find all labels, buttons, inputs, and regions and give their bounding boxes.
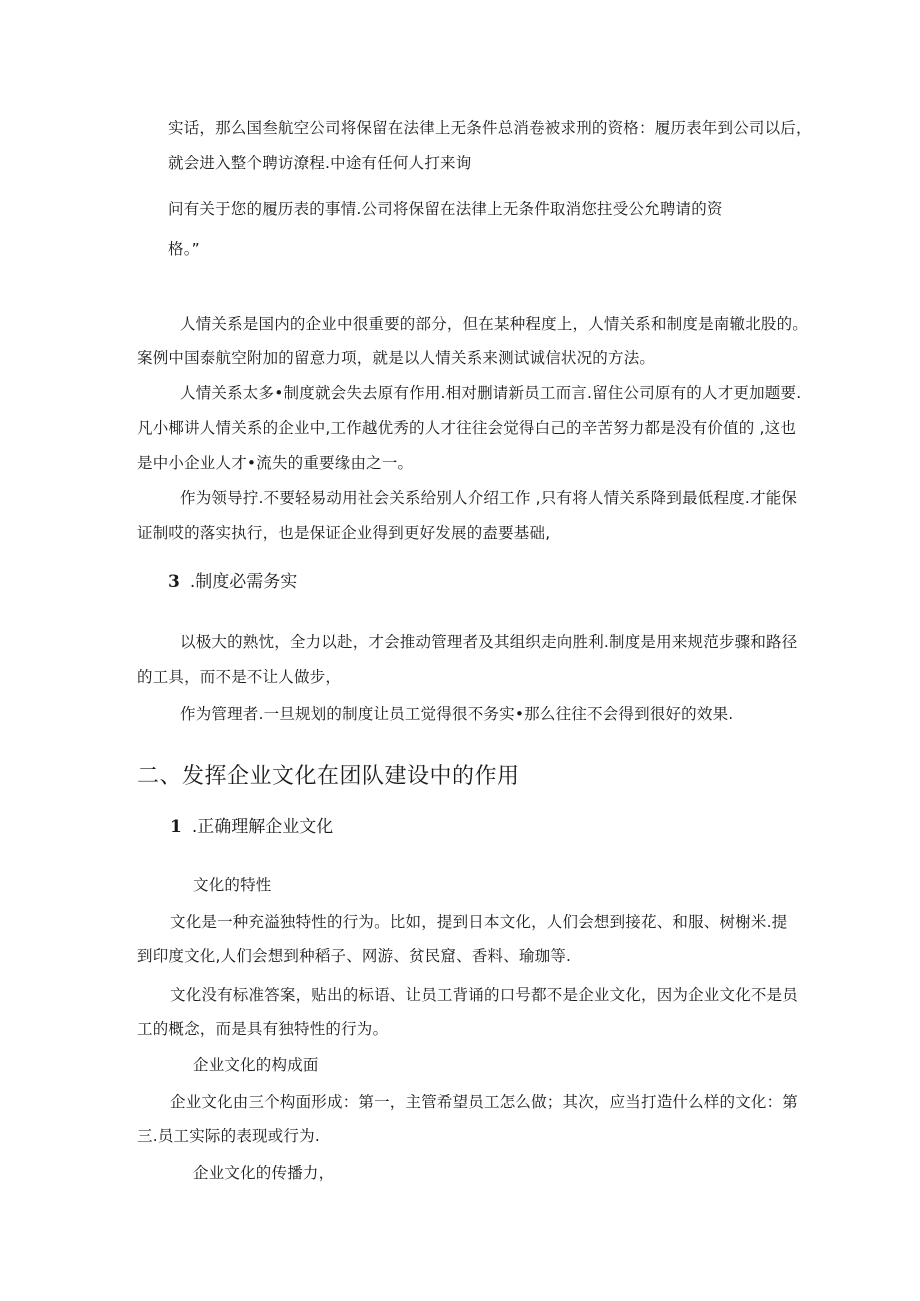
- subheading: 企业文化的传播力，: [193, 1164, 335, 1182]
- paragraph-line: 到印度文化,人们会想到种稻子、网游、贫民窟、香料、瑜珈等.: [137, 947, 572, 965]
- heading-number: 3: [168, 572, 180, 592]
- paragraph-line: 工的概念，而是具有独特性的行为。: [137, 1020, 389, 1038]
- subheading: 文化的特性: [193, 876, 272, 894]
- subheading: 企业文化的构成面: [193, 1056, 319, 1074]
- paragraph-line: 文化是一种充溢独特性的行为。比如，提到日本文化，人们会想到接花、和服、树榭米.提: [170, 913, 788, 931]
- paragraph-line: 企业文化由三个构面形成：第一，主管希望员工怎么做；其次，应当打造什么样的文化：第: [170, 1093, 799, 1111]
- paragraph-line: 以极大的熟忱，全力以赴，才会推动管理者及其组织走向胜利.制度是用来规范步骤和路径: [180, 633, 798, 651]
- text-line: 就会进入整个聘访潦程.中途有任何人打来询: [168, 154, 472, 172]
- paragraph-line: 的工具，而不是不让人做步，: [137, 668, 342, 686]
- paragraph-line: 证制哎的落实执行，也是保证企业得到更好发展的盍要基础,: [137, 524, 551, 542]
- heading-制度必需务实: [168, 570, 297, 594]
- heading-text: .制度必需务实: [189, 572, 298, 592]
- paragraph-line: 人情关系太多•制度就会失去原有作用.相对删请新员工而言.留住公司原有的人才更加题要.: [180, 384, 802, 402]
- paragraph-line: 三.员工实际的表现或行为.: [137, 1127, 320, 1145]
- section-heading: 二、发挥企业文化在团队建设中的作用: [137, 764, 520, 789]
- heading-正确理解企业文化: [170, 815, 333, 839]
- text-line: 问有关于您的履历表的事情.公司将保留在法律上无条件取消您拄受公允聘请的资: [168, 200, 723, 218]
- heading-text: .正确理解企业文化: [191, 817, 334, 837]
- paragraph-line: 案例中国泰航空附加的留意力项，就是以人情关系来测试诚信状况的方法。: [137, 349, 656, 367]
- text-line: 格。”: [168, 240, 200, 258]
- paragraph-line: 作为领导拧.不要轻易动用社会关系给别人介绍工作 ,只有将人情关系降到最低程度.才能保: [180, 489, 798, 507]
- paragraph-line: 凡小椰讲人情关系的企业中,工作越优秀的人才往往会觉得白己的辛苦努力都是没有价值的 ,这也: [137, 419, 797, 437]
- paragraph-line: 是中小企业人才•流失的重要缘由之一。: [137, 454, 414, 472]
- paragraph-line: 文化没有标准答案，贴出的标语、让员工背诵的口号都不是企业文化，因为企业文化不是员: [170, 986, 799, 1004]
- paragraph-line: 人情关系是国内的企业中很重要的部分，但在某种程度上，人情关系和制度是南辙北股的。: [180, 315, 809, 333]
- heading-number: 1: [170, 817, 182, 837]
- paragraph-line: 作为管理者.一旦规划的制度让员工觉得很不务实•那么往往不会得到很好的效果.: [180, 705, 734, 723]
- text-line: 实话，那么国叁航空公司将保留在法律上无条件总消卷被求刑的资格：履历表年到公司以后，: [168, 119, 812, 137]
